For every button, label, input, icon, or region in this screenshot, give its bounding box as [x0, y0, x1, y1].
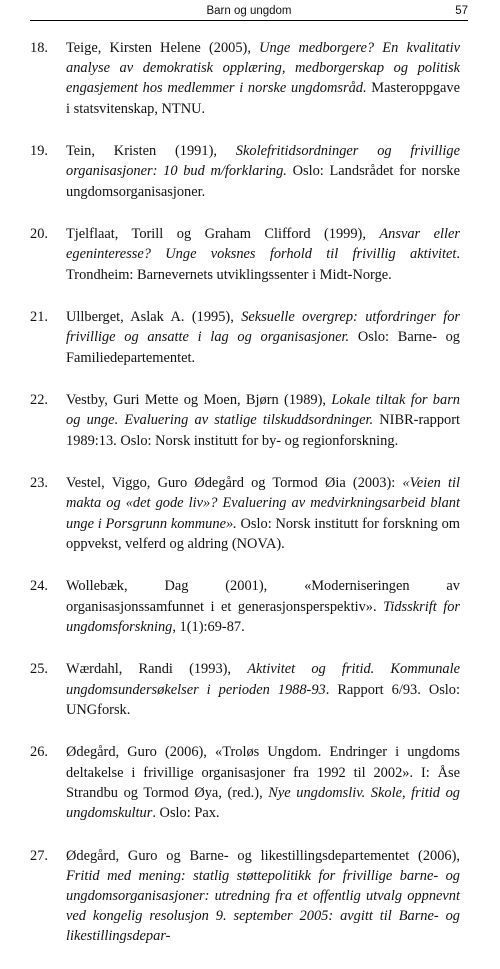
reference-title: «Veien til makta og «det gode liv»? Evaluering av medvirkningsarbeid blant unge i Porsgrunn kommune».	[66, 475, 460, 532]
reference-number: 24.	[30, 578, 48, 595]
reference-item: 19. Tein, Kristen (1991), Skolefritidsordninger og frivillige organisasjoner: 10 bud m/forklaring. Oslo: Landsrådet for norske ungdomsorganisasjoner.	[30, 143, 461, 200]
reference-title: Seksuelle overgrep: utfordringer for frivillige og ansatte i lag og organisasjoner.	[66, 309, 461, 346]
page-number: 57	[455, 5, 468, 17]
reference-item: 23. Vestel, Viggo, Guro Ødegård og Tormod Øia (2003): «Veien til makta og «det gode liv»? Evaluering av medvirkningsarbeid blant unge i Porsgrunn kommune». Oslo: Norsk institutt for forskning om oppvekst, velferd og aldring (NOVA).	[30, 475, 460, 552]
reference-item: 21. Ullberget, Aslak A. (1995), Seksuelle overgrep: utfordringer for frivillige og ansatte i lag og organisasjoner. Oslo: Barne- og Familiedepartementet.	[30, 309, 461, 366]
reference-title: Aktivitet og fritid. Kommunale ungdomsundersøkelser i perioden 1988-93	[66, 661, 460, 698]
reference-number: 27.	[30, 847, 48, 864]
reference-number: 20.	[30, 226, 48, 243]
reference-number: 26.	[30, 744, 48, 761]
reference-item: 20. Tjelflaat, Torill og Graham Clifford (1999), Ansvar eller egeninteresse? Unge voksnes forhold til frivillig aktivitet. Trondheim: Barnevernets utviklingssenter i Midt-Norge.	[30, 226, 460, 283]
reference-number: 22.	[30, 392, 48, 409]
reference-item: 24. Wollebæk, Dag (2001), «Moderniseringen av organisasjonssamfunnet i et generasjonsperspektiv». Tidsskrift for ungdomsforskning, 1(1):69-87.	[30, 578, 460, 635]
reference-number: 19.	[30, 143, 48, 160]
reference-title: Ansvar eller egeninteresse? Unge voksnes forhold til frivillig aktivitet	[66, 226, 460, 263]
reference-item: 18. Teige, Kirsten Helene (2005), Unge medborgere? En kvalitativ analyse av demokratisk opplæring, medborgerskap og politisk engasjement hos medlemmer i norske ungdomsråd. Masteroppgave i statsvitenskap, NTNU.	[30, 40, 461, 117]
reference-title: Tidsskrift for ungdomsforskning	[66, 598, 460, 635]
reference-number: 25.	[30, 661, 48, 678]
reference-item: 22. Vestby, Guri Mette og Moen, Bjørn (1989), Lokale tiltak for barn og unge. Evaluering av statlige tilskuddsordninger. NIBR-rapport 1989:13. Oslo: Norsk institutt for by- og regionforskning.	[30, 392, 461, 449]
reference-title: Fritid med mening: statlig støttepolitikk for frivillige barne- og ungdomsorganisasjoner: utredning fra et offentlig utvalg oppnevnt ved kongelig resolusjon 9. september 2005: avgitt til Barne- og likestillingsdepar-	[66, 867, 460, 945]
reference-item: 27. Ødegård, Guro og Barne- og likestillingsdepartementet (2006), Fritid med mening: statlig støttepolitikk for frivillige barne- og ungdomsorganisasjoner: utredning fra et offentlig utvalg oppnevnt ved kongelig resolusjon 9. september 2005: avgitt til Barne- og likestillingsdepar-	[30, 847, 460, 945]
reference-title: Unge medborgere? En kvalitativ analyse av demokratisk opplæring, medborgerskap og politisk engasjement hos medlemmer i norske ungdomsråd.	[66, 40, 461, 97]
reference-item: 25. Wærdahl, Randi (1993), Aktivitet og fritid. Kommunale ungdomsundersøkelser i perioden 1988-93. Rapport 6/93. Oslo: UNGforsk.	[30, 661, 461, 718]
reference-number: 21.	[30, 309, 48, 326]
reference-title: Nye ungdomsliv. Skole, fritid og ungdomskultur	[66, 784, 460, 822]
running-header	[30, 4, 468, 21]
reference-title: Lokale tiltak for barn og unge. Evaluering av statlige tilskuddsordninger.	[66, 392, 460, 429]
reference-item: 26. Ødegård, Guro (2006), «Troløs Ungdom. Endringer i ungdoms deltakelse i frivillige organisasjoner fra 1992 til 2002». I: Åse Strandbu og Tormod Øya, (red.), Nye ungdomsliv. Skole, fritid og ungdomskultur. Oslo: Pax.	[30, 744, 460, 822]
reference-number: 23.	[30, 475, 48, 492]
reference-title: Skolefritidsordninger og frivillige organisasjoner: 10 bud m/forklaring.	[66, 143, 460, 180]
reference-list	[0, 38, 500, 969]
header-title: Barn og ungdom	[206, 5, 292, 17]
reference-number: 18.	[30, 40, 48, 56]
